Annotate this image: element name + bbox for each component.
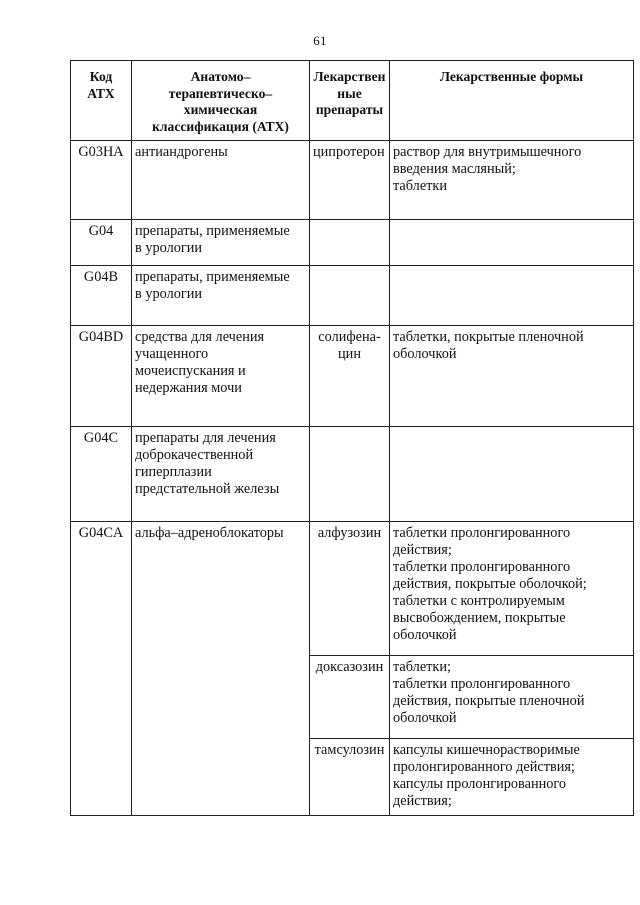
atx-code: G04C: [71, 427, 132, 522]
drug-name: [310, 656, 390, 739]
group-line: в урологии: [135, 286, 203, 302]
drug-name: [310, 739, 390, 816]
atx-code: G03HA: [71, 141, 132, 220]
group-name: [132, 326, 310, 427]
form-line: действия, покрытые оболочкой;: [393, 576, 587, 592]
form-line: оболочкой: [393, 627, 457, 643]
dosage-forms: [390, 141, 634, 220]
table-row: [71, 141, 634, 220]
drug-name: [310, 220, 390, 266]
form-line: таблетки;: [393, 659, 451, 675]
drug-name: [310, 141, 390, 220]
table-row: [71, 326, 634, 427]
table-row: [71, 522, 634, 656]
table-row: [71, 266, 634, 326]
form-line: капсулы кишечнорастворимые: [393, 742, 580, 758]
header-forms: Лекарственные формы: [390, 61, 634, 141]
form-line: таблетки пролонгированного: [393, 559, 571, 575]
group-line: антиандрогены: [135, 144, 228, 160]
group-name: [132, 266, 310, 326]
group-line: доброкачественной: [135, 447, 254, 463]
form-line: раствор для внутримышечного: [393, 144, 582, 160]
form-line: оболочкой: [393, 710, 457, 726]
drug-line: ципротерон: [313, 144, 385, 160]
dosage-forms: [390, 326, 634, 427]
form-line: действия;: [393, 793, 452, 809]
form-line: таблетки, покрытые пленочной: [393, 329, 584, 345]
drug-name: [310, 427, 390, 522]
group-line: альфа–адреноблокаторы: [135, 525, 284, 541]
atx-code: G04: [71, 220, 132, 266]
table-row: [71, 427, 634, 522]
form-line: капсулы пролонгированного: [393, 776, 567, 792]
table-header-row: [71, 61, 634, 141]
group-line: учащенного: [135, 346, 209, 362]
header-code: Код АТХ: [71, 61, 132, 141]
atx-table: [70, 60, 634, 816]
drug-line: цин: [338, 346, 361, 362]
drug-line: доксазозин: [315, 659, 384, 675]
atx-code: G04B: [71, 266, 132, 326]
form-line: действия;: [393, 542, 452, 558]
form-line: таблетки пролонгированного: [393, 676, 571, 692]
group-line: средства для лечения: [135, 329, 265, 345]
group-line: препараты для лечения: [135, 430, 276, 446]
page-number: 61: [313, 33, 327, 48]
form-line: пролонгированного действия;: [393, 759, 575, 775]
group-line: недержания мочи: [135, 380, 242, 396]
group-name: [132, 220, 310, 266]
form-line: введения масляный;: [393, 161, 516, 177]
form-line: таблетки: [393, 178, 448, 194]
group-line: гиперплазии: [135, 464, 212, 480]
group-line: препараты, применяемые: [135, 269, 290, 285]
group-name: [132, 522, 310, 816]
form-line: таблетки пролонгированного: [393, 525, 571, 541]
group-line: мочеиспускания и: [135, 363, 246, 379]
table-row: [71, 220, 634, 266]
group-line: предстательной железы: [135, 481, 280, 497]
header-classification: Анатомо–терапевтическо–химическая классификация (АТХ): [132, 61, 310, 141]
drug-line: солифена-: [318, 329, 381, 345]
atx-code: G04BD: [71, 326, 132, 427]
form-line: таблетки с контролируемым: [393, 593, 565, 609]
drug-line: тамсулозин: [314, 742, 385, 758]
group-name: [132, 427, 310, 522]
group-name: [132, 141, 310, 220]
dosage-forms: [390, 427, 634, 522]
drug-name: [310, 326, 390, 427]
form-line: высвобождением, покрытые: [393, 610, 566, 626]
drug-name: [310, 266, 390, 326]
group-line: в урологии: [135, 240, 203, 256]
dosage-forms: [390, 522, 634, 656]
header-drugs: Лекарствен ные препараты: [310, 61, 390, 141]
group-line: препараты, применяемые: [135, 223, 290, 239]
dosage-forms: [390, 739, 634, 816]
form-line: оболочкой: [393, 346, 457, 362]
dosage-forms: [390, 220, 634, 266]
drug-line: алфузозин: [317, 525, 382, 541]
drug-name: [310, 522, 390, 656]
form-line: действия, покрытые пленочной: [393, 693, 585, 709]
atx-code: G04CA: [71, 522, 132, 816]
dosage-forms: [390, 656, 634, 739]
dosage-forms: [390, 266, 634, 326]
